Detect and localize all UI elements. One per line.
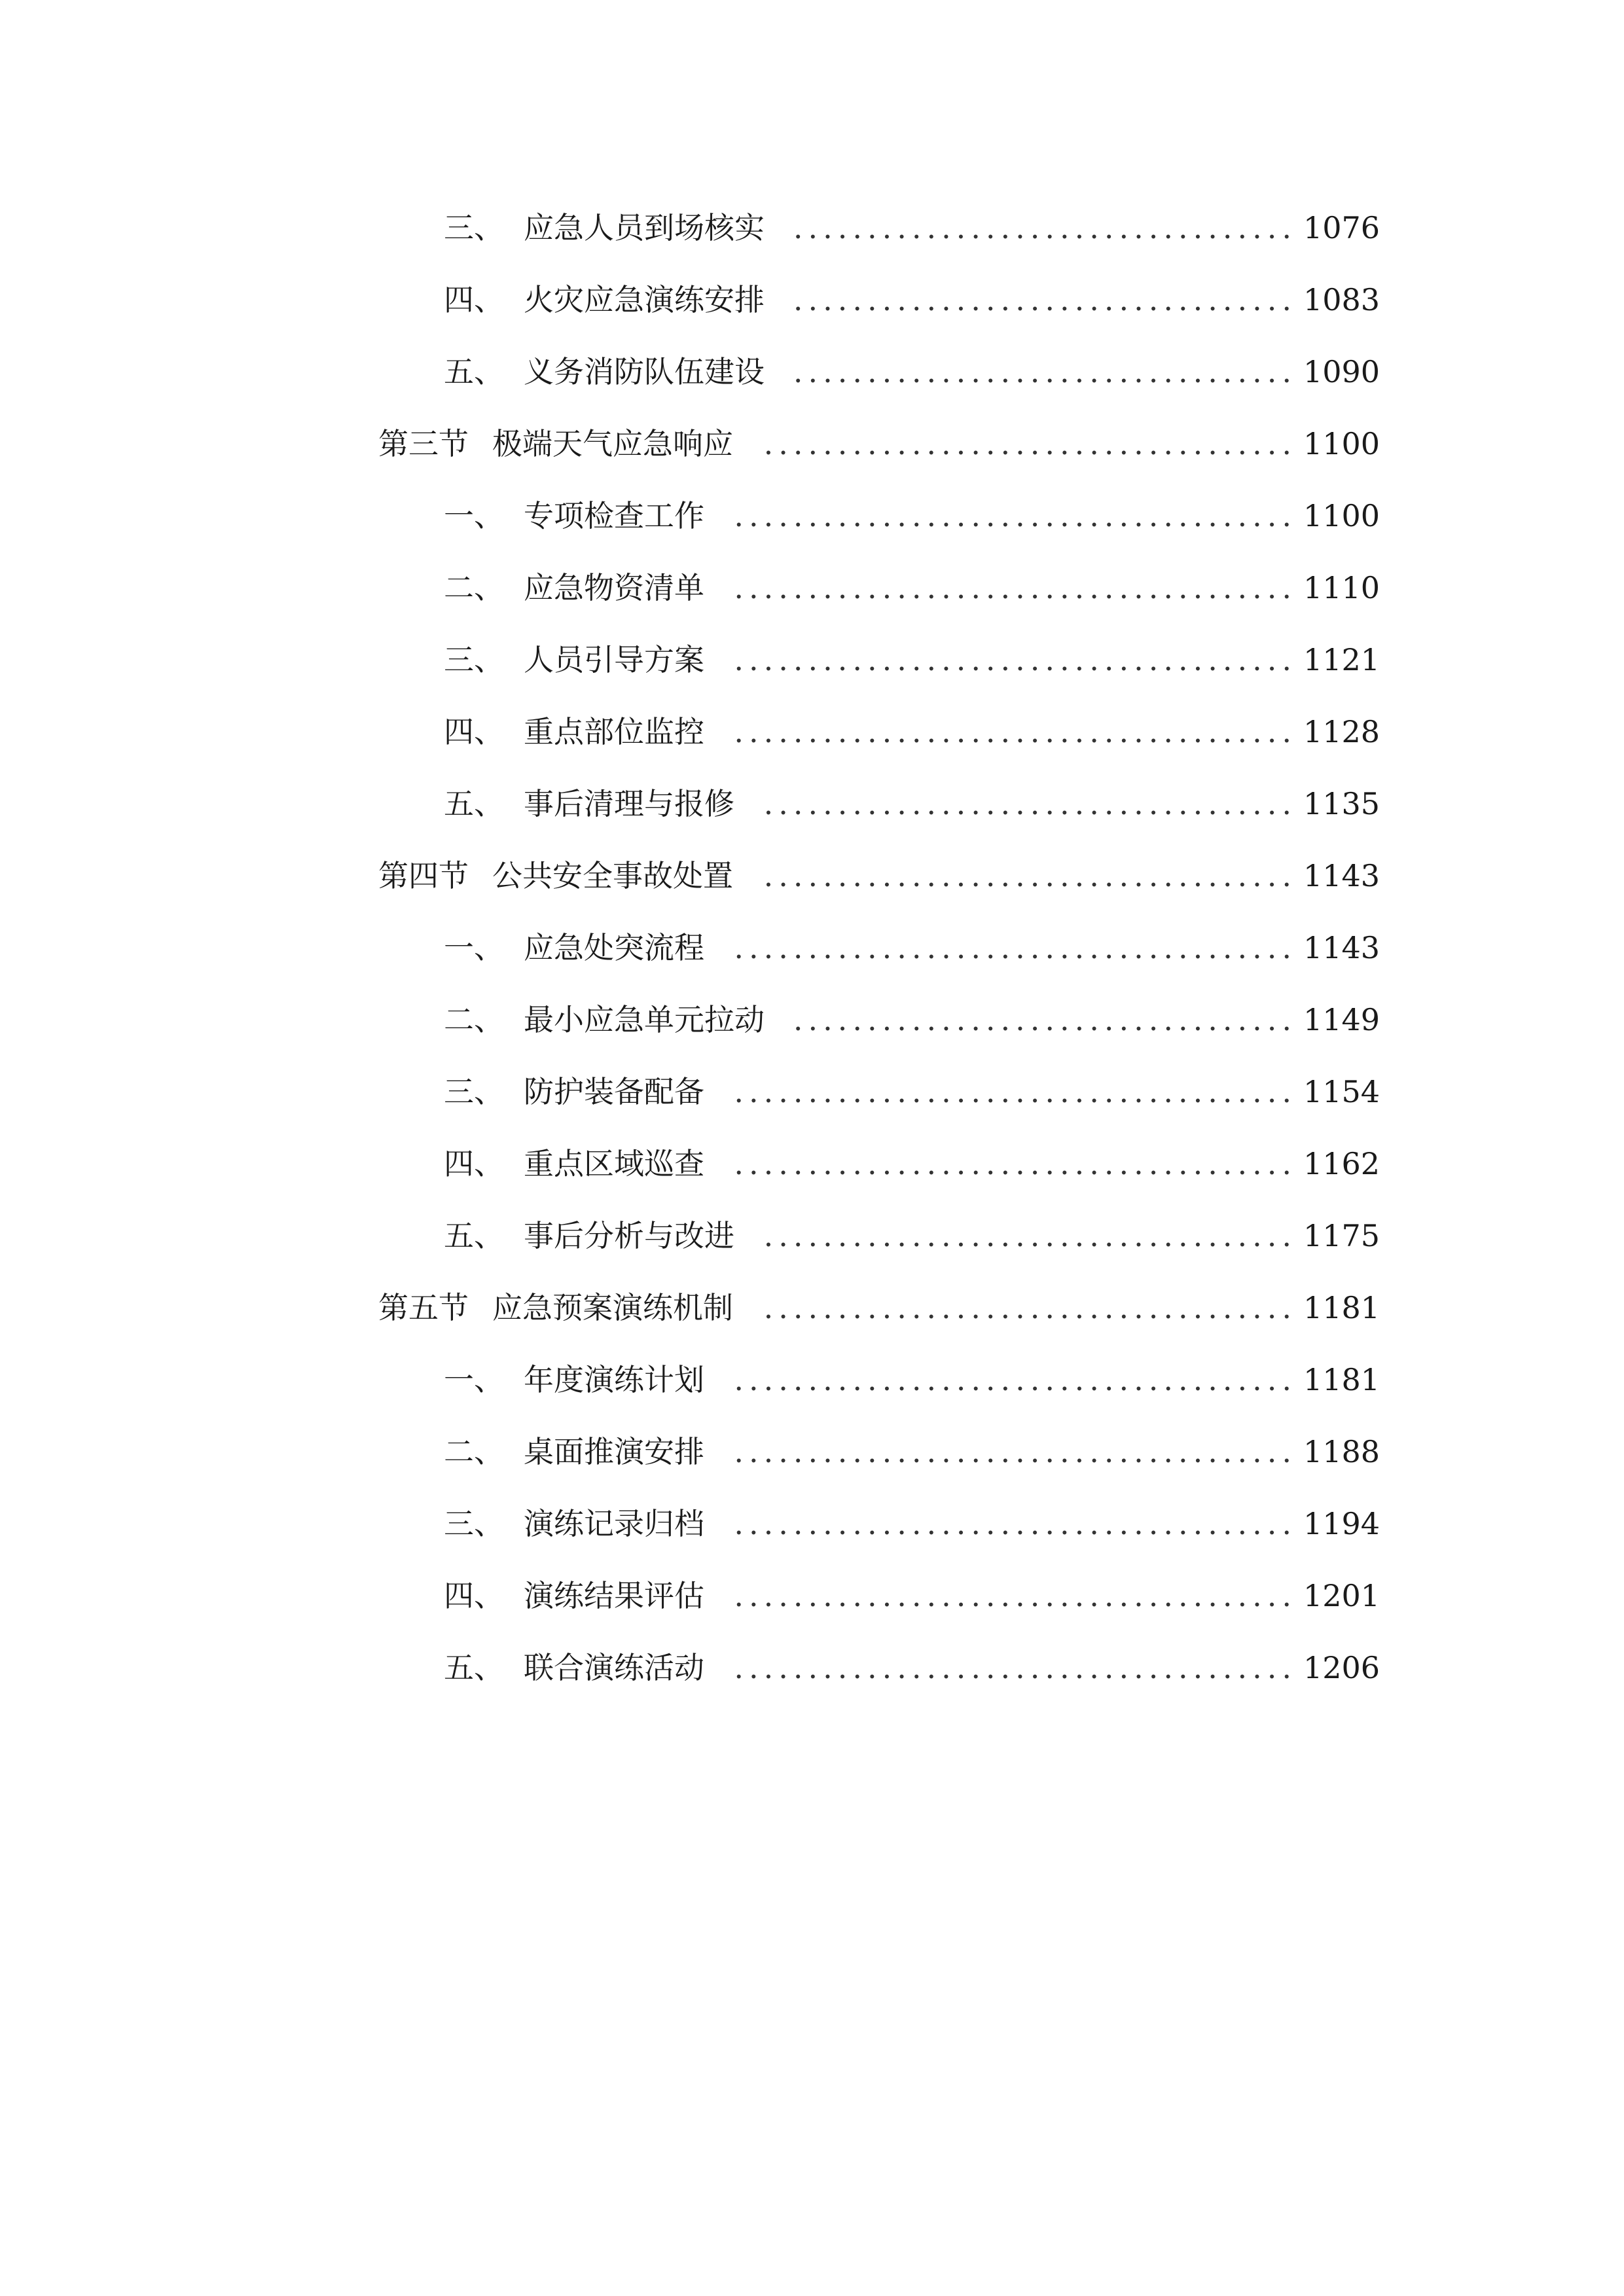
toc-leader-dots: ...................................... (734, 1149, 1297, 1179)
toc-entry-number: 五、 (444, 786, 504, 821)
toc-entry-title: 事后清理与报修 (524, 786, 734, 821)
toc-leader-dots: ...................................... (734, 1437, 1297, 1467)
toc-entry-title: 最小应急单元拉动 (524, 1002, 765, 1037)
toc-leader-dots: .................................... (763, 789, 1297, 819)
toc-entry-title: 桌面推演安排 (524, 1434, 704, 1469)
toc-entry-title: 专项检查工作 (524, 498, 704, 533)
toc-page-number: 1121 (1303, 642, 1380, 677)
toc-entry-title: 人员引导方案 (524, 642, 704, 677)
toc-entry[interactable] (0, 552, 1624, 624)
toc-entry-number: 五、 (444, 354, 504, 389)
toc-entry[interactable] (0, 1128, 1624, 1200)
toc-entry-title: 义务消防队伍建设 (524, 354, 765, 389)
toc-entry-title: 火灾应急演练安排 (524, 282, 765, 317)
toc-entry-number: 二、 (444, 1002, 504, 1037)
toc-leader-dots: ...................................... (734, 1509, 1297, 1539)
toc-page-number: 1154 (1303, 1074, 1380, 1109)
toc-section-entry[interactable] (0, 1272, 1624, 1344)
toc-leader-dots: .................................... (763, 1221, 1297, 1251)
toc-page-number: 1100 (1303, 498, 1380, 533)
toc-entry-number: 一、 (444, 930, 504, 965)
toc-entry-title: 重点部位监控 (524, 714, 704, 749)
toc-entry[interactable] (0, 1344, 1624, 1416)
toc-leader-dots: ...................................... (734, 1077, 1297, 1107)
toc-entry-number: 一、 (444, 498, 504, 533)
toc-page-number: 1188 (1303, 1434, 1380, 1469)
toc-entry-number: 三、 (444, 210, 504, 245)
toc-entry-title: 应急处突流程 (524, 930, 704, 965)
toc-leader-dots: ...................................... (734, 573, 1297, 603)
toc-leader-dots: .................................... (763, 1293, 1297, 1323)
toc-entry-number: 五、 (444, 1218, 504, 1253)
toc-leader-dots: .................................. (793, 1005, 1297, 1035)
toc-leader-dots: ...................................... (734, 717, 1297, 747)
toc-page-number: 1175 (1303, 1218, 1380, 1253)
toc-leader-dots: ...................................... (734, 645, 1297, 675)
toc-entry[interactable] (0, 1488, 1624, 1560)
toc-entry-title: 年度演练计划 (524, 1362, 704, 1397)
toc-entry[interactable] (0, 1200, 1624, 1272)
toc-page-number: 1090 (1303, 354, 1380, 389)
toc-entry[interactable] (0, 984, 1624, 1056)
toc-page-number: 1206 (1303, 1650, 1380, 1685)
toc-entry-title: 事后分析与改进 (524, 1218, 734, 1253)
toc-entry[interactable] (0, 1632, 1624, 1704)
toc-leader-dots: .................................... (763, 861, 1297, 891)
toc-page-number: 1076 (1303, 210, 1380, 245)
toc-page-number: 1162 (1303, 1146, 1380, 1181)
toc-entry-title: 重点区域巡查 (524, 1146, 704, 1181)
toc-leader-dots: .................................. (793, 213, 1297, 243)
toc-leader-dots: .................................. (793, 357, 1297, 387)
toc-leader-dots: ...................................... (734, 1581, 1297, 1611)
toc-entry[interactable] (0, 768, 1624, 840)
toc-entry-number: 三、 (444, 1074, 504, 1109)
toc-entry[interactable] (0, 1056, 1624, 1128)
toc-entry[interactable] (0, 696, 1624, 768)
toc-entry[interactable] (0, 264, 1624, 336)
toc-entry[interactable] (0, 912, 1624, 984)
toc-page-number: 1194 (1303, 1506, 1380, 1541)
toc-page-number: 1149 (1303, 1002, 1380, 1037)
toc-page-number: 1110 (1303, 570, 1380, 605)
toc-entry-number: 四、 (444, 1578, 504, 1613)
toc-entry-title: 公共安全事故处置 (492, 858, 733, 893)
toc-page-number: 1143 (1303, 858, 1380, 893)
toc-entry-title: 演练结果评估 (524, 1578, 704, 1613)
toc-entry-number: 二、 (444, 1434, 504, 1469)
toc-entry-number: 四、 (444, 1146, 504, 1181)
toc-entry-title: 防护装备配备 (524, 1074, 704, 1109)
toc-entry-title: 极端天气应急响应 (492, 426, 733, 461)
toc-entry-number: 四、 (444, 282, 504, 317)
toc-entry[interactable] (0, 192, 1624, 264)
toc-entry-title: 应急物资清单 (524, 570, 704, 605)
toc-page-number: 1083 (1303, 282, 1380, 317)
toc-page-number: 1128 (1303, 714, 1380, 749)
toc-section-entry[interactable] (0, 840, 1624, 912)
toc-leader-dots: ...................................... (734, 501, 1297, 531)
toc-page-number: 1100 (1303, 426, 1380, 461)
toc-entry-number: 第三节 (378, 426, 469, 461)
toc-entry-number: 三、 (444, 642, 504, 677)
toc-entry[interactable] (0, 480, 1624, 552)
toc-entry-number: 第四节 (378, 858, 469, 893)
toc-entry-number: 一、 (444, 1362, 504, 1397)
toc-leader-dots: ...................................... (734, 933, 1297, 963)
toc-page-number: 1201 (1303, 1578, 1380, 1613)
toc-leader-dots: .................................... (763, 429, 1297, 459)
toc-entry-title: 联合演练活动 (524, 1650, 704, 1685)
toc-entry-number: 四、 (444, 714, 504, 749)
toc-page-number: 1135 (1303, 786, 1380, 821)
toc-entry-number: 第五节 (378, 1290, 469, 1325)
toc-entry[interactable] (0, 1560, 1624, 1632)
toc-entry[interactable] (0, 336, 1624, 408)
toc-page-number: 1181 (1303, 1290, 1380, 1325)
toc-entry-title: 应急人员到场核实 (524, 210, 765, 245)
toc-entry-title: 演练记录归档 (524, 1506, 704, 1541)
toc-entry-number: 二、 (444, 570, 504, 605)
toc-leader-dots: ...................................... (734, 1653, 1297, 1683)
toc-entry-title: 应急预案演练机制 (492, 1290, 733, 1325)
toc-entry-number: 五、 (444, 1650, 504, 1685)
toc-leader-dots: .................................. (793, 285, 1297, 315)
toc-page-number: 1181 (1303, 1362, 1380, 1397)
toc-leader-dots: ...................................... (734, 1365, 1297, 1395)
toc-entry[interactable] (0, 1416, 1624, 1488)
toc-entry[interactable] (0, 624, 1624, 696)
toc-section-entry[interactable] (0, 408, 1624, 480)
toc-entry-number: 三、 (444, 1506, 504, 1541)
toc-page-number: 1143 (1303, 930, 1380, 965)
